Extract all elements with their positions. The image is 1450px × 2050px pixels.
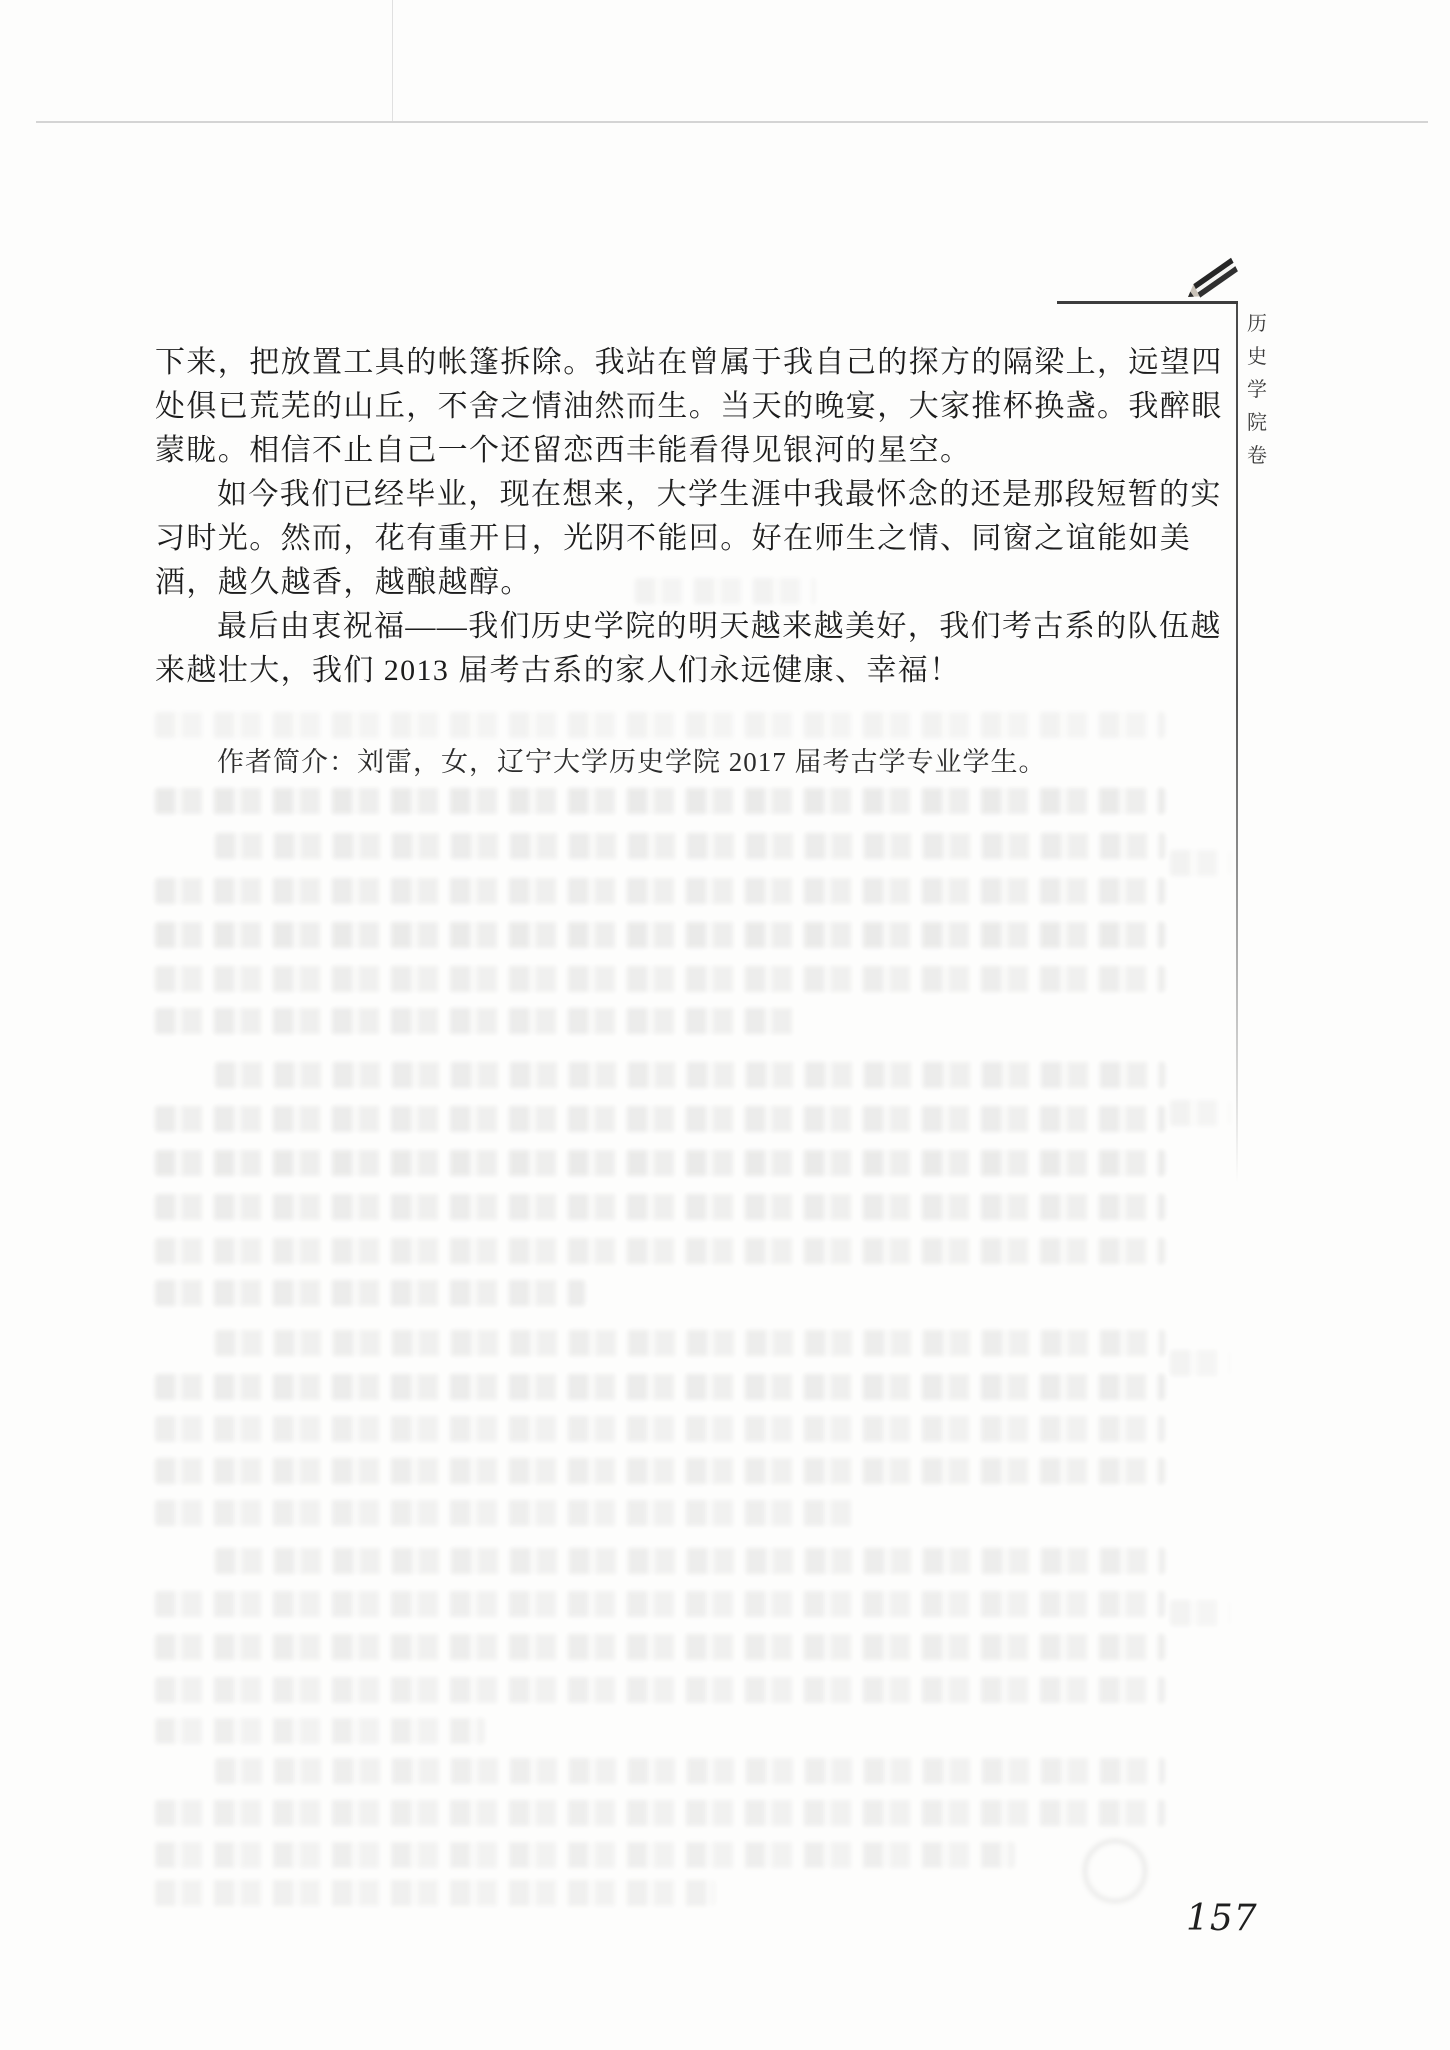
ghost-margin-smudge (1170, 1100, 1230, 1126)
body-text-block (155, 341, 1235, 693)
ghost-text-row (155, 878, 1165, 904)
body-text-line: 习时光。然而，花有重开日，光阴不能回。好在师生之情、同窗之谊能如美 (155, 522, 1192, 555)
ghost-text-row (155, 1634, 1165, 1660)
margin-tab-char: 史 (1247, 346, 1267, 368)
ghost-text-row (155, 1008, 795, 1034)
ghost-text-row (155, 1150, 1165, 1176)
margin-tab-label (1246, 314, 1268, 466)
margin-tab-vertical-rule (1236, 303, 1238, 1183)
ghost-text-row (155, 1106, 1165, 1132)
margin-tab-char: 院 (1247, 412, 1267, 434)
ghost-margin-smudge (1170, 1600, 1230, 1626)
margin-tab-char: 卷 (1247, 445, 1267, 467)
author-note: 作者简介：刘雷，女，辽宁大学历史学院 2017 届考古学专业学生。 (217, 747, 1047, 777)
margin-tab-char: 历 (1247, 313, 1267, 335)
scan-artifact-vertical-line (392, 0, 393, 121)
body-text-line: 蒙眬。相信不止自己一个还留恋西丰能看得见银河的星空。 (155, 434, 972, 467)
ghost-text-row (215, 833, 1165, 859)
ghost-text-row (155, 1458, 1165, 1484)
ghost-text-row (215, 1330, 1165, 1356)
page-number: 157 (1186, 1898, 1258, 1939)
pencil-icon (1183, 254, 1244, 304)
ghost-text-row (155, 1718, 485, 1744)
ghost-text-row (155, 1194, 1165, 1220)
body-text-line: 来越壮大，我们 2013 届考古系的家人们永远健康、幸福！ (155, 654, 961, 687)
ghost-text-row (155, 1842, 1015, 1868)
margin-tab-char: 学 (1247, 379, 1267, 401)
scan-artifact-horizontal-line (36, 121, 1428, 123)
body-text-line: 如今我们已经毕业，现在想来，大学生涯中我最怀念的还是那段短暂的实 (217, 478, 1222, 511)
ghost-text-row (155, 1800, 1165, 1826)
ghost-margin-smudge (1170, 1350, 1230, 1376)
ghost-text-row (155, 1238, 1165, 1264)
ghost-text-row (155, 712, 1165, 738)
ghost-text-row (215, 1062, 1165, 1088)
ghost-text-row (155, 966, 1165, 992)
ghost-text-row (155, 1374, 1165, 1400)
ghost-text-row (155, 1880, 715, 1906)
ghost-text-row (155, 1416, 1165, 1442)
body-text-line: 酒，越久越香，越酿越醇。 (155, 566, 532, 599)
ghost-text-row (155, 1500, 855, 1526)
ghost-margin-smudge (1170, 850, 1230, 876)
ghost-text-row (215, 1548, 1165, 1574)
ghost-text-row (215, 1758, 1165, 1784)
body-text-line: 最后由衷祝福——我们历史学院的明天越来越美好，我们考古系的队伍越 (217, 610, 1222, 643)
body-text-line: 处俱已荒芜的山丘，不舍之情油然而生。当天的晚宴，大家推杯换盏。我醉眼 (155, 390, 1223, 423)
ghost-text-row (155, 788, 1165, 814)
ghost-text-row (155, 1280, 585, 1306)
ghost-text-row (155, 1677, 1165, 1703)
ghost-text-row (155, 922, 1165, 948)
body-text-line: 下来，把放置工具的帐篷拆除。我站在曾属于我自己的探方的隔梁上，远望四 (155, 346, 1223, 379)
ghost-text-row (155, 1591, 1165, 1617)
ghost-stamp-mark (1082, 1838, 1148, 1904)
ghost-text-row (635, 578, 815, 604)
margin-tab-top-rule (1057, 301, 1238, 304)
